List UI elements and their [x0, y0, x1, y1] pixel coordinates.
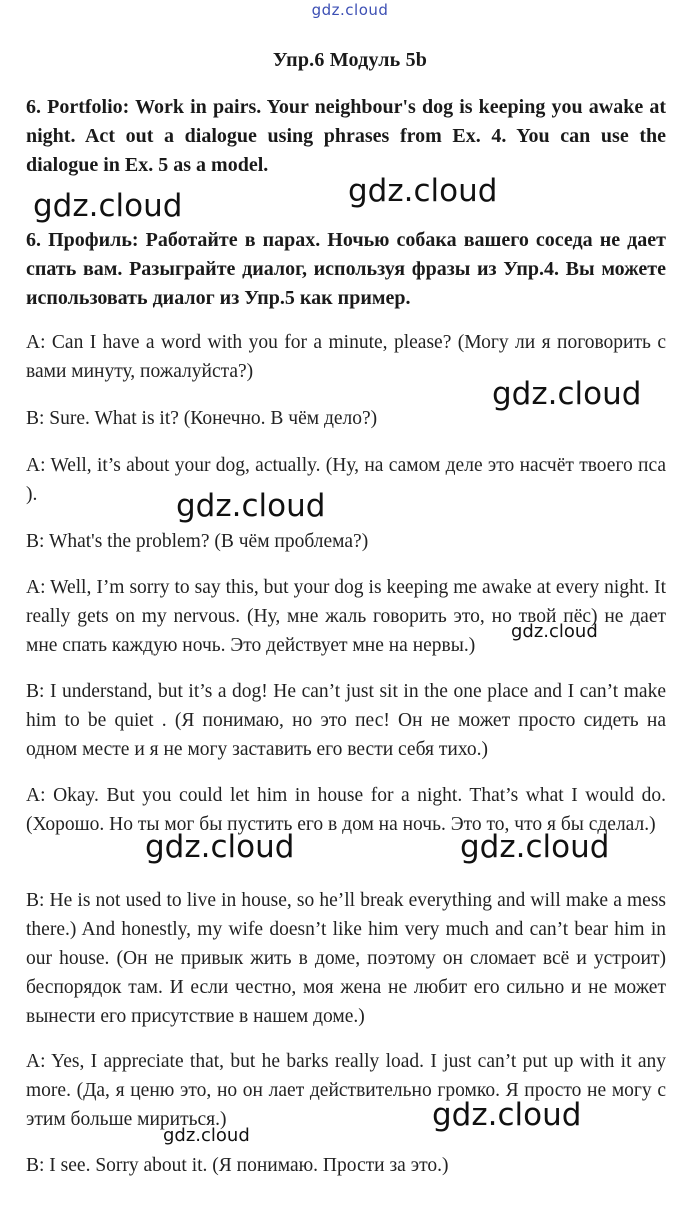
- page-title: Упр.6 Модуль 5b: [272, 49, 428, 71]
- dialogue-line-10: B: I see. Sorry about it. (Я понимаю. Прости за это.): [26, 1155, 449, 1176]
- watermark: gdz.cloud: [163, 1125, 250, 1146]
- watermark: gdz.cloud: [33, 188, 183, 224]
- watermark: gdz.cloud: [460, 829, 610, 865]
- watermark: gdz.cloud: [176, 488, 326, 524]
- dialogue-line-5: A: Well, I’m sorry to say this, but your dog is keeping me awake at every night. It really gets on my nervous. (Ну, мне жаль говорить это, но твой пёс) не дает мне спать каждую ночь. Это действует мне на нервы.): [26, 577, 666, 656]
- dialogue-line-7: A: Okay. But you could let him in house for a night. That’s what I would do. (Хорошо. Но ты мог бы пустить его в дом на ночь. Это то, что я бы сделал.): [26, 785, 666, 835]
- dialogue-line-3: A: Well, it’s about your dog, actually. (Ну, на самом деле это насчёт твоего пса ).: [26, 455, 666, 505]
- dialogue-line-9: A: Yes, I appreciate that, but he barks really load. I just can’t put up with it any more. (Да, я ценю это, но он лает действительно громко. Я просто не могу с этим больше мириться.): [26, 1051, 666, 1130]
- dialogue-line-2: B: Sure. What is it? (Конечно. В чём дело?): [26, 408, 378, 429]
- watermark: gdz.cloud: [145, 829, 295, 865]
- dialogue-line-6: B: I understand, but it’s a dog! He can’t just sit in the one place and I can’t make him to be quiet . (Я понимаю, но это пес! Он не может просто сидеть на одном месте и я не могу заставить его вести себя тихо.): [26, 681, 666, 760]
- dialogue-line-4: B: What's the problem? (В чём проблема?): [26, 531, 369, 552]
- dialogue-line-1: A: Can I have a word with you for a minute, please? (Могу ли я поговорить с вами минуту, пожалуйста?): [26, 332, 666, 382]
- dialogue-line-8: B: He is not used to live in house, so he’ll break everything and will make a mess there.) And honestly, my wife doesn’t like him very much and can’t bear him in our house. (Он не привык жить в доме, поэтому он сломает всё и устроит) беспорядок там. И если честно, моя жена не любит его сильно и не может вынести его присутствие в нашем доме.): [26, 890, 666, 1027]
- watermark: gdz.cloud: [492, 376, 642, 412]
- watermark-top: gdz.cloud: [311, 1, 389, 19]
- exercise-english: 6. Portfolio: Work in pairs. Your neighbour's dog is keeping you awake at night. Act out a dialogue using phrases from Ex. 4. You can use the dialogue in Ex. 5 as a model.: [26, 96, 666, 176]
- exercise-russian: 6. Профиль: Работайте в парах. Ночью собака вашего соседа не дает спать вам. Разыграйте диалог, используя фразы из Упр.4. Вы можете использовать диалог из Упр.5 как пример.: [26, 229, 666, 309]
- watermark: gdz.cloud: [348, 173, 498, 209]
- watermark: gdz.cloud: [432, 1097, 582, 1133]
- watermark: gdz.cloud: [511, 621, 598, 642]
